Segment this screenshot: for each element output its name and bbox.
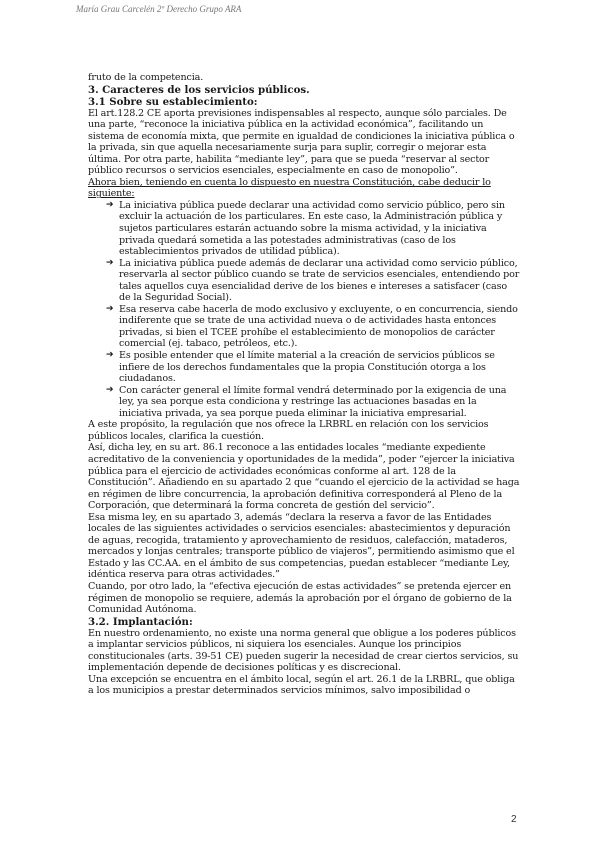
list-item	[106, 304, 520, 350]
arrow-right-icon: ➔	[106, 350, 114, 361]
arrow-right-icon: ➔	[106, 257, 114, 268]
heading-section-3-1: 3.1 Sobre su establecimiento:	[88, 95, 258, 108]
paragraph-ahora-bien: Ahora bien, teniendo en cuenta lo dispuesto en nuestra Constitución, cabe deducir lo siguiente:	[88, 176, 491, 200]
heading-section-3-2: 3.2. Implantación:	[88, 615, 193, 628]
document-body	[88, 72, 520, 697]
list-item	[106, 385, 520, 420]
bullet-list	[106, 200, 520, 419]
paragraph-lrbrl: A este propósito, la regulación que nos ofrece la LRBRL en relación con los servicios públicos locales, clarifica la cuestión.	[88, 419, 489, 442]
list-item	[106, 200, 520, 258]
arrow-right-icon: ➔	[106, 303, 114, 314]
arrow-right-icon: ➔	[106, 199, 114, 210]
list-item-text: La iniciativa pública puede declarar una actividad como servicio público, pero sin excluir la actuación de los particulares. En este caso, la Administración pública y sujetos particulares estarán actuando sobre la misma actividad, y la iniciativa privada quedará sometida a las potestades administrativas (caso de los establecimientos privados de utilidad pública).	[119, 199, 505, 258]
paragraph-art86: Así, dicha ley, en su art. 86.1 reconoce a las entidades locales “mediante expediente acreditativo de la conveniencia y oportunidades de la medida”, poder “ejercer la iniciativa pública para el ejercicio de actividades económicas conforme al art. 128 de la Constitución”. Añadiendo en su apartado 2 que “cuando el ejercicio de la actividad se haga en régimen de libre concurrencia, la aprobación definitiva corresponderá al Pleno de la Corporación, que determinará la forma concreta de gestión del servicio”.	[88, 442, 520, 512]
page-number: 2	[511, 814, 517, 825]
arrow-right-icon: ➔	[106, 384, 114, 395]
heading-section-3: 3. Caracteres de los servicios públicos.	[88, 83, 310, 96]
paragraph-intro: fruto de la competencia.	[88, 72, 204, 83]
list-item-text: Esa reserva cabe hacerla de modo exclusivo y excluyente, o en concurrencia, siendo indiferente que se trate de una actividad nueva o de actividades hasta entonces privadas, si bien el TCEE prohíbe el establecimiento de monopolios de carácter comercial (ej. tabaco, petróleos, etc.).	[119, 303, 518, 350]
paragraph-apartado3: Esa misma ley, en su apartado 3, además “declara la reserva a favor de las Entidades locales de las siguientes actividades o servicios esenciales: abastecimientos y depuración de aguas, recogida, tratamiento y aprovechamiento de residuos, calefacción, mataderos, mercados y lonjas centrales; transporte público de viajeros”, permitiendo asimismo que el Estado y las CC.AA. en el ámbito de sus competencias, puedan establecer “mediante Ley, idéntica reserva para otras actividades.”	[88, 511, 515, 581]
list-item	[106, 350, 520, 385]
paragraph-cuando: Cuando, por otro lado, la “efectiva ejecución de estas actividades” se pretenda ejercer en régimen de monopolio se requiere, además la aprobación por el órgano de gobierno de la Comunidad Autónoma.	[88, 580, 512, 616]
paragraph-art128: El art.128.2 CE aporta previsiones indispensables al respecto, aunque sólo parciales. De una parte, “reconoce la iniciativa pública en la actividad económica”, facilitando un sistema de economía mixta, que permite en igualdad de condiciones la iniciativa pública o la privada, sin que aquella necesariamente surja para suplir, corregir o mejorar esta última. Por otra parte, habilita “mediante ley”, para que se pueda “reservar al sector público recursos o servicios esenciales, especialmente en caso de monopolio”.	[88, 107, 515, 177]
paragraph-implantacion: En nuestro ordenamiento, no existe una norma general que obligue a los poderes públicos a implantar servicios públicos, ni siquiera los esenciales. Aunque los principios constitucionales (arts. 39-51 CE) pueden sugerir la necesidad de crear ciertos servicios, su implementación depende de decisiones políticas y es discrecional.	[88, 627, 519, 674]
list-item	[106, 258, 520, 304]
list-item-text: Con carácter general el límite formal vendrá determinado por la exigencia de una ley, ya sea porque esta condiciona y restringe las actuaciones basadas en la iniciativa privada, ya sea porque pueda eliminar la iniciativa empresarial.	[119, 384, 507, 419]
paragraph-excepcion: Una excepción se encuentra en el ámbito local, según el art. 26.1 de la LRBRL, que obliga a los municipios a prestar determinados servicios mínimos, salvo imposibilidad o	[88, 673, 515, 697]
page-header: María Grau Carcelén 2º Derecho Grupo ARA	[76, 4, 242, 14]
list-item-text: Es posible entender que el límite material a la creación de servicios públicos se infiere de los derechos fundamentales que la propia Constitución otorga a los ciudadanos.	[119, 350, 495, 385]
list-item-text: La iniciativa pública puede además de declarar una actividad como servicio público, reservarla al sector público cuando se trate de servicios esenciales, entendiendo por tales aquellos cuya esencialidad derive de los bienes e intereses a satisfacer (caso de la Seguridad Social).	[119, 257, 520, 304]
